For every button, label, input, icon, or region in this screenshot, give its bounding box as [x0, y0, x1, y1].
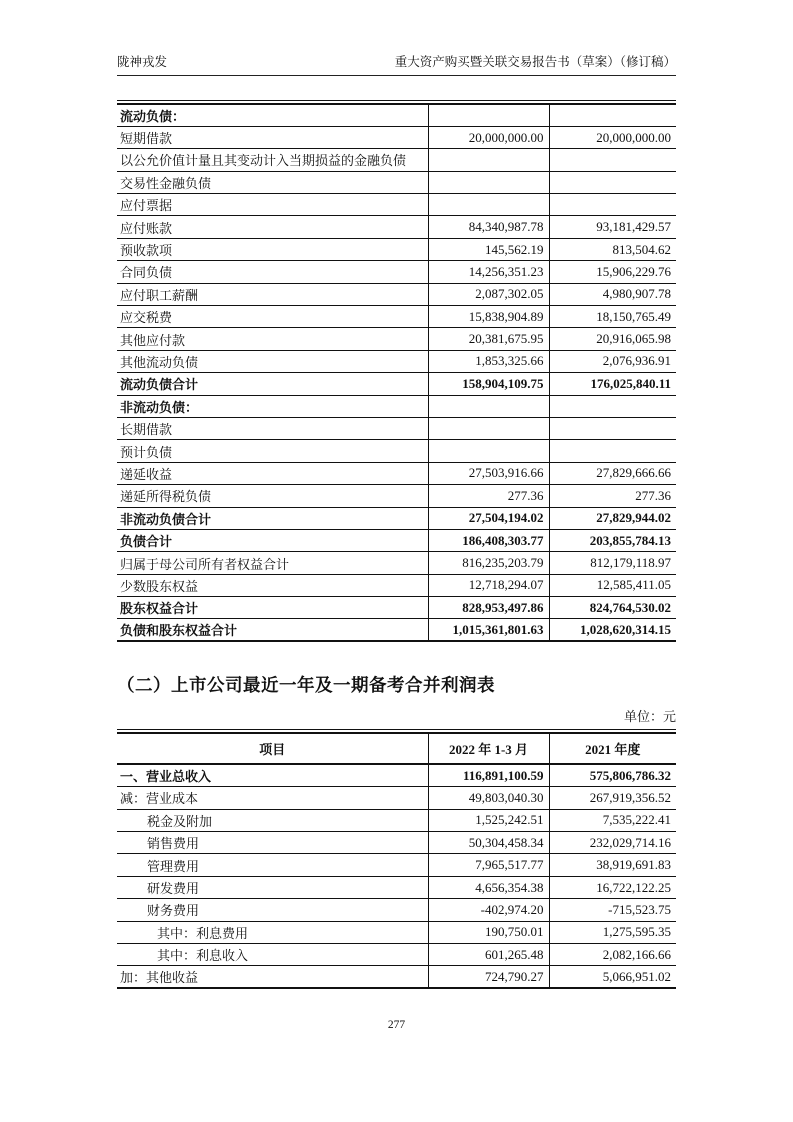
table-row — [117, 787, 676, 809]
table-row — [117, 328, 676, 350]
value-current-period: 20,000,000.00 — [428, 126, 549, 148]
table-header-row — [117, 733, 676, 764]
value-prior-period: 2,076,936.91 — [549, 350, 676, 372]
value-prior-period — [549, 149, 676, 171]
value-current-period: 277.36 — [428, 485, 549, 507]
row-label: 交易性金融负债 — [117, 171, 428, 193]
row-label: 递延收益 — [117, 462, 428, 484]
value-prior-period — [549, 171, 676, 193]
value-current-period — [428, 171, 549, 193]
row-label: 其他应付款 — [117, 328, 428, 350]
value-current-period: 724,790.27 — [428, 966, 549, 988]
value-prior-period: 20,000,000.00 — [549, 126, 676, 148]
table-row — [117, 485, 676, 507]
value-prior-period — [549, 194, 676, 216]
row-label: 以公允价值计量且其变动计入当期损益的金融负债 — [117, 149, 428, 171]
row-label: 其中：利息费用 — [117, 921, 428, 943]
value-current-period: 828,953,497.86 — [428, 597, 549, 619]
column-header-2021: 2021 年度 — [549, 733, 676, 764]
page-number: 277 — [387, 1019, 406, 1032]
table-row — [117, 261, 676, 283]
value-current-period: 601,265.48 — [428, 944, 549, 966]
value-prior-period: 7,535,222.41 — [549, 809, 676, 831]
table-row — [117, 171, 676, 193]
value-prior-period: 575,806,786.32 — [549, 764, 676, 786]
row-label: 应交税费 — [117, 306, 428, 328]
value-current-period: 816,235,203.79 — [428, 552, 549, 574]
row-label: 股东权益合计 — [117, 597, 428, 619]
value-current-period: 50,304,458.34 — [428, 832, 549, 854]
table-row — [117, 899, 676, 921]
value-current-period — [428, 104, 549, 126]
table-row — [117, 552, 676, 574]
value-current-period: 116,891,100.59 — [428, 764, 549, 786]
table-row — [117, 944, 676, 966]
value-current-period — [428, 149, 549, 171]
balance-table — [117, 103, 676, 642]
table-row — [117, 373, 676, 395]
table-row — [117, 921, 676, 943]
value-prior-period: 812,179,118.97 — [549, 552, 676, 574]
row-label: 长期借款 — [117, 417, 428, 439]
table-row — [117, 417, 676, 439]
row-label: 非流动负债： — [117, 395, 428, 417]
row-label: 其他流动负债 — [117, 350, 428, 372]
value-current-period — [428, 395, 549, 417]
table-row — [117, 597, 676, 619]
value-current-period: 84,340,987.78 — [428, 216, 549, 238]
row-label: 其中：利息收入 — [117, 944, 428, 966]
row-label: 负债合计 — [117, 529, 428, 551]
row-label: 税金及附加 — [117, 809, 428, 831]
value-current-period — [428, 194, 549, 216]
value-current-period — [428, 440, 549, 462]
value-prior-period: 18,150,765.49 — [549, 306, 676, 328]
row-label: 流动负债： — [117, 104, 428, 126]
row-label: 减：营业成本 — [117, 787, 428, 809]
value-prior-period: 176,025,840.11 — [549, 373, 676, 395]
value-prior-period: 27,829,666.66 — [549, 462, 676, 484]
value-prior-period: 4,980,907.78 — [549, 283, 676, 305]
value-prior-period: 5,066,951.02 — [549, 966, 676, 988]
table-row — [117, 283, 676, 305]
table-row — [117, 149, 676, 171]
value-current-period: 12,718,294.07 — [428, 574, 549, 596]
income-table — [117, 732, 676, 989]
row-label: 少数股东权益 — [117, 574, 428, 596]
value-current-period: 145,562.19 — [428, 238, 549, 260]
value-current-period: 15,838,904.89 — [428, 306, 549, 328]
table-row — [117, 440, 676, 462]
value-current-period: 2,087,302.05 — [428, 283, 549, 305]
value-prior-period: 267,919,356.52 — [549, 787, 676, 809]
value-current-period: -402,974.20 — [428, 899, 549, 921]
value-prior-period: 15,906,229.76 — [549, 261, 676, 283]
value-prior-period: 2,082,166.66 — [549, 944, 676, 966]
value-current-period: 186,408,303.77 — [428, 529, 549, 551]
column-header-2022-q1: 2022 年 1-3 月 — [428, 733, 549, 764]
value-current-period: 4,656,354.38 — [428, 876, 549, 898]
table-row — [117, 462, 676, 484]
row-label: 应付职工薪酬 — [117, 283, 428, 305]
row-label: 递延所得税负债 — [117, 485, 428, 507]
row-label: 管理费用 — [117, 854, 428, 876]
table-row — [117, 194, 676, 216]
row-label: 合同负债 — [117, 261, 428, 283]
value-current-period: 27,503,916.66 — [428, 462, 549, 484]
row-label: 流动负债合计 — [117, 373, 428, 395]
value-prior-period: 277.36 — [549, 485, 676, 507]
header-report-title: 重大资产购买暨关联交易报告书（草案）（修订稿） — [394, 55, 676, 69]
value-prior-period — [549, 395, 676, 417]
section-title: （二）上市公司最近一年及一期备考合并利润表 — [117, 675, 495, 696]
value-prior-period: 824,764,530.02 — [549, 597, 676, 619]
value-current-period: 14,256,351.23 — [428, 261, 549, 283]
row-label: 应付票据 — [117, 194, 428, 216]
document-header — [117, 52, 676, 76]
row-label: 销售费用 — [117, 832, 428, 854]
table-row — [117, 764, 676, 786]
row-label: 加：其他收益 — [120, 970, 199, 986]
value-current-period: 49,803,040.30 — [428, 787, 549, 809]
table-row — [117, 216, 676, 238]
unit-label: 单位：元 — [623, 709, 676, 725]
value-prior-period: 20,916,065.98 — [549, 328, 676, 350]
value-prior-period: 16,722,122.25 — [549, 876, 676, 898]
value-prior-period — [549, 440, 676, 462]
value-prior-period: 93,181,429.57 — [549, 216, 676, 238]
value-current-period: 1,525,242.51 — [428, 809, 549, 831]
table-row — [117, 395, 676, 417]
table-row — [117, 350, 676, 372]
value-prior-period: -715,523.75 — [549, 899, 676, 921]
table-row — [117, 126, 676, 148]
value-prior-period — [549, 104, 676, 126]
row-label: 负债和股东权益合计 — [120, 623, 238, 639]
table-row — [117, 809, 676, 831]
value-current-period: 1,015,361,801.63 — [428, 619, 549, 641]
row-label: 应付账款 — [117, 216, 428, 238]
value-prior-period: 38,919,691.83 — [549, 854, 676, 876]
value-current-period — [428, 417, 549, 439]
value-current-period: 158,904,109.75 — [428, 373, 549, 395]
value-prior-period: 813,504.62 — [549, 238, 676, 260]
balance-sheet-liabilities-table — [117, 100, 676, 642]
value-prior-period — [549, 417, 676, 439]
table-row — [117, 104, 676, 126]
value-current-period: 7,965,517.77 — [428, 854, 549, 876]
table-row — [117, 529, 676, 551]
table-row — [117, 876, 676, 898]
table-row — [117, 507, 676, 529]
value-prior-period: 12,585,411.05 — [549, 574, 676, 596]
column-header-item: 项目 — [117, 733, 428, 764]
income-statement-table — [117, 729, 676, 989]
value-prior-period: 232,029,714.16 — [549, 832, 676, 854]
header-company-name: 陇神戎发 — [117, 55, 168, 69]
value-current-period: 190,750.01 — [428, 921, 549, 943]
value-prior-period: 203,855,784.13 — [549, 529, 676, 551]
row-label: 一、营业总收入 — [117, 764, 428, 786]
row-label: 短期借款 — [117, 126, 428, 148]
row-label: 非流动负债合计 — [117, 507, 428, 529]
table-row — [117, 574, 676, 596]
row-label: 预计负债 — [117, 440, 428, 462]
row-label: 研发费用 — [117, 876, 428, 898]
row-label: 归属于母公司所有者权益合计 — [117, 552, 428, 574]
value-current-period: 20,381,675.95 — [428, 328, 549, 350]
table-row — [117, 832, 676, 854]
row-label: 财务费用 — [117, 899, 428, 921]
value-current-period: 1,853,325.66 — [428, 350, 549, 372]
table-row — [117, 238, 676, 260]
table-row — [117, 306, 676, 328]
value-prior-period: 1,028,620,314.15 — [549, 619, 676, 641]
table-row — [117, 854, 676, 876]
value-prior-period: 27,829,944.02 — [549, 507, 676, 529]
value-current-period: 27,504,194.02 — [428, 507, 549, 529]
table-row — [117, 966, 676, 988]
value-prior-period: 1,275,595.35 — [549, 921, 676, 943]
row-label: 预收款项 — [117, 238, 428, 260]
table-row — [117, 619, 676, 641]
